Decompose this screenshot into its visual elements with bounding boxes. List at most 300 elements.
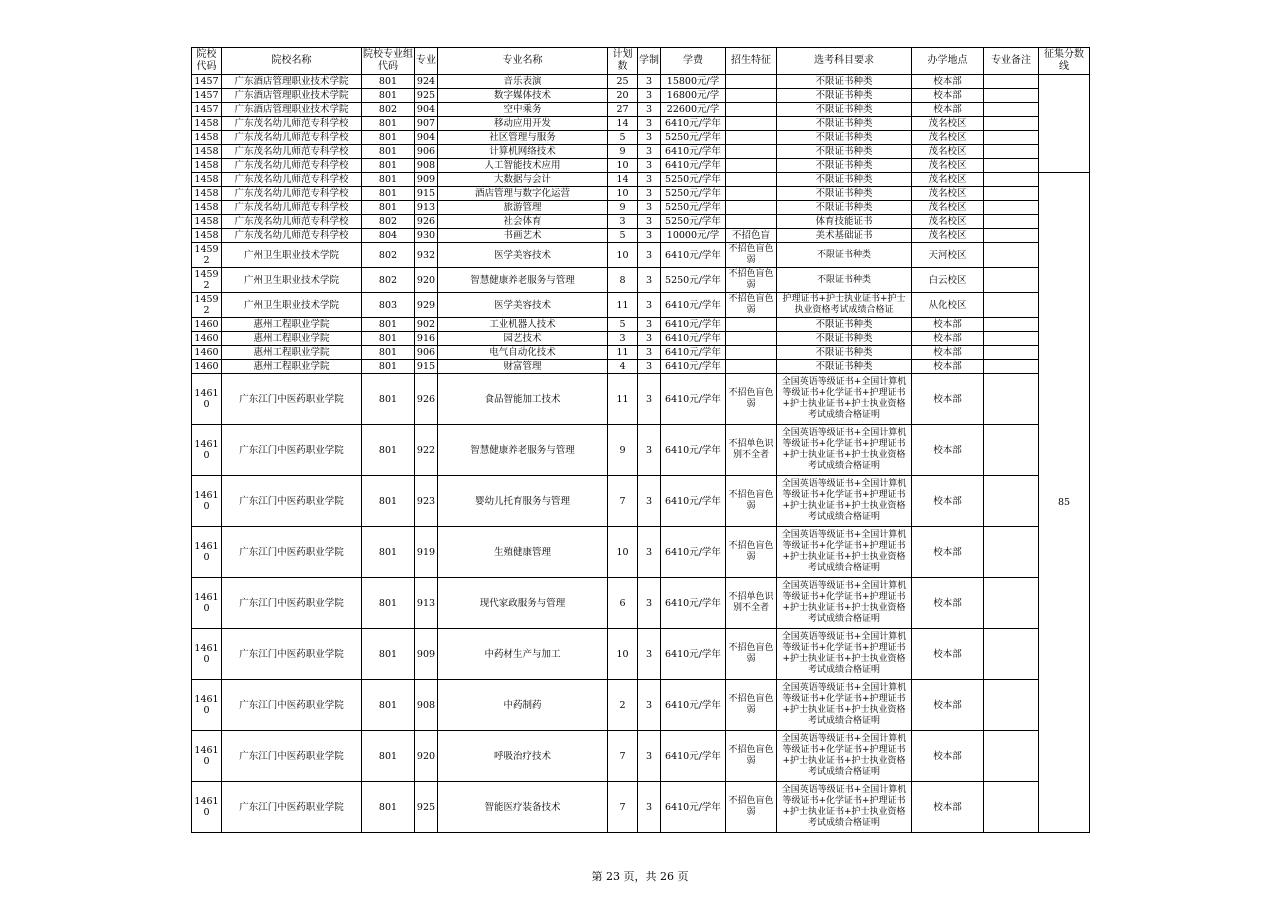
cell-school-name: 广东江门中医药职业学院 — [222, 527, 362, 578]
cell-school-name: 广东江门中医药职业学院 — [222, 782, 362, 833]
cell-requirement: 全国英语等级证书+全国计算机等级证书+化学证书+护理证书+护士执业证书+护士执业资格考试成绩合格证明 — [777, 578, 912, 629]
cell-major-code: 924 — [415, 75, 438, 89]
cell-years: 3 — [638, 476, 661, 527]
cell-plan-count: 14 — [608, 117, 638, 131]
cell-feature — [726, 215, 777, 229]
header-school-code: 院校代码 — [192, 48, 222, 75]
cell-major-name: 电气自动化技术 — [438, 346, 608, 360]
cell-group-code: 801 — [362, 476, 415, 527]
cell-fee: 6410元/学年 — [661, 145, 726, 159]
cell-major-name: 旅游管理 — [438, 201, 608, 215]
cell-years: 3 — [638, 346, 661, 360]
table-row — [192, 229, 1090, 243]
cell-years: 3 — [638, 293, 661, 318]
cell-plan-count: 7 — [608, 782, 638, 833]
cell-group-code: 801 — [362, 131, 415, 145]
cell-school-name: 广东江门中医药职业学院 — [222, 629, 362, 680]
cell-fee: 5250元/学年 — [661, 268, 726, 293]
cell-major-code: 925 — [415, 89, 438, 103]
cell-major-name: 社区管理与服务 — [438, 131, 608, 145]
cell-feature — [726, 318, 777, 332]
cell-plan-count: 6 — [608, 578, 638, 629]
cell-location: 校本部 — [912, 374, 984, 425]
cell-school-code: 14610 — [192, 527, 222, 578]
cell-requirement: 全国英语等级证书+全国计算机等级证书+化学证书+护理证书+护士执业证书+护士执业资格考试成绩合格证明 — [777, 782, 912, 833]
cell-feature: 不招色盲色弱 — [726, 527, 777, 578]
cell-group-code: 801 — [362, 332, 415, 346]
cell-major-name: 医学美容技术 — [438, 243, 608, 268]
cell-years: 3 — [638, 187, 661, 201]
cell-group-code: 801 — [362, 145, 415, 159]
cell-note — [984, 527, 1039, 578]
cell-note — [984, 476, 1039, 527]
header-school-name: 院校名称 — [222, 48, 362, 75]
cell-years: 3 — [638, 75, 661, 89]
cell-years: 3 — [638, 731, 661, 782]
cell-fee: 16800元/学 — [661, 89, 726, 103]
cell-note — [984, 201, 1039, 215]
cell-fee: 6410元/学年 — [661, 117, 726, 131]
cell-school-name: 广东茂名幼儿师范专科学校 — [222, 131, 362, 145]
cell-fee: 6410元/学年 — [661, 425, 726, 476]
cell-school-name: 广州卫生职业技术学院 — [222, 293, 362, 318]
header-location: 办学地点 — [912, 48, 984, 75]
cell-location: 校本部 — [912, 731, 984, 782]
cell-note — [984, 117, 1039, 131]
cell-school-code: 1458 — [192, 215, 222, 229]
cell-fee: 6410元/学年 — [661, 629, 726, 680]
cell-location: 校本部 — [912, 782, 984, 833]
cell-major-name: 智慧健康养老服务与管理 — [438, 425, 608, 476]
cell-location: 茂名校区 — [912, 215, 984, 229]
cell-plan-count: 10 — [608, 629, 638, 680]
cell-major-code: 909 — [415, 173, 438, 187]
header-major-name: 专业名称 — [438, 48, 608, 75]
table-body — [192, 75, 1090, 833]
table-row — [192, 680, 1090, 731]
cell-school-code: 1458 — [192, 145, 222, 159]
cell-major-name: 数字媒体技术 — [438, 89, 608, 103]
cell-school-code: 14610 — [192, 476, 222, 527]
cell-location: 茂名校区 — [912, 187, 984, 201]
cell-major-code: 908 — [415, 680, 438, 731]
header-requirement: 选考科目要求 — [777, 48, 912, 75]
cell-requirement: 不限证书种类 — [777, 89, 912, 103]
cell-note — [984, 215, 1039, 229]
cell-note — [984, 75, 1039, 89]
cell-note — [984, 187, 1039, 201]
cell-school-code: 1460 — [192, 346, 222, 360]
cell-school-name: 广东酒店管理职业技术学院 — [222, 75, 362, 89]
cell-group-code: 801 — [362, 117, 415, 131]
cell-plan-count: 10 — [608, 187, 638, 201]
table-row — [192, 103, 1090, 117]
cell-plan-count: 10 — [608, 243, 638, 268]
table-row — [192, 476, 1090, 527]
table-row — [192, 782, 1090, 833]
cell-requirement: 不限证书种类 — [777, 243, 912, 268]
cell-major-name: 园艺技术 — [438, 332, 608, 346]
cell-school-code: 1458 — [192, 201, 222, 215]
cell-plan-count: 9 — [608, 201, 638, 215]
cell-major-name: 音乐表演 — [438, 75, 608, 89]
cell-group-code: 801 — [362, 360, 415, 374]
cell-fee: 5250元/学年 — [661, 173, 726, 187]
cell-location: 校本部 — [912, 425, 984, 476]
cell-school-name: 广东茂名幼儿师范专科学校 — [222, 229, 362, 243]
header-major-code: 专业 — [415, 48, 438, 75]
cell-requirement: 不限证书种类 — [777, 318, 912, 332]
cell-major-name: 婴幼儿托育服务与管理 — [438, 476, 608, 527]
cell-requirement: 不限证书种类 — [777, 131, 912, 145]
cell-major-name: 现代家政服务与管理 — [438, 578, 608, 629]
cell-school-name: 广东茂名幼儿师范专科学校 — [222, 201, 362, 215]
cell-location: 天河校区 — [912, 243, 984, 268]
cell-years: 3 — [638, 173, 661, 187]
cell-note — [984, 159, 1039, 173]
table-row — [192, 145, 1090, 159]
cell-feature: 不招色盲色弱 — [726, 268, 777, 293]
cell-major-code: 908 — [415, 159, 438, 173]
cell-fee: 5250元/学年 — [661, 131, 726, 145]
cell-major-name: 食品智能加工技术 — [438, 374, 608, 425]
cell-note — [984, 578, 1039, 629]
cell-group-code: 801 — [362, 527, 415, 578]
cell-feature — [726, 75, 777, 89]
cell-feature: 不招单色识别不全者 — [726, 425, 777, 476]
cell-years: 3 — [638, 360, 661, 374]
cell-fee: 6410元/学年 — [661, 293, 726, 318]
table-row — [192, 731, 1090, 782]
cell-location: 校本部 — [912, 332, 984, 346]
cell-fee: 6410元/学年 — [661, 360, 726, 374]
cell-group-code: 802 — [362, 103, 415, 117]
cell-feature — [726, 159, 777, 173]
cell-years: 3 — [638, 578, 661, 629]
cell-school-name: 惠州工程职业学院 — [222, 332, 362, 346]
header-group-code: 院校专业组代码 — [362, 48, 415, 75]
cell-feature — [726, 187, 777, 201]
cell-school-name: 广东江门中医药职业学院 — [222, 578, 362, 629]
cell-major-code: 923 — [415, 476, 438, 527]
cell-plan-count: 20 — [608, 89, 638, 103]
cell-years: 3 — [638, 229, 661, 243]
cell-location: 校本部 — [912, 476, 984, 527]
cell-school-name: 广东酒店管理职业技术学院 — [222, 89, 362, 103]
cell-school-code: 1458 — [192, 229, 222, 243]
cell-note — [984, 268, 1039, 293]
cell-requirement: 全国英语等级证书+全国计算机等级证书+化学证书+护理证书+护士执业证书+护士执业资格考试成绩合格证明 — [777, 527, 912, 578]
cell-major-name: 呼吸治疗技术 — [438, 731, 608, 782]
cell-location: 校本部 — [912, 89, 984, 103]
cell-fee: 6410元/学年 — [661, 159, 726, 173]
cell-major-code: 920 — [415, 268, 438, 293]
cell-fee: 6410元/学年 — [661, 527, 726, 578]
cell-major-code: 902 — [415, 318, 438, 332]
table-row — [192, 117, 1090, 131]
cell-group-code: 801 — [362, 173, 415, 187]
cell-note — [984, 782, 1039, 833]
cell-school-code: 1457 — [192, 75, 222, 89]
cell-fee: 6410元/学年 — [661, 346, 726, 360]
cell-feature: 不招色盲色弱 — [726, 374, 777, 425]
cell-group-code: 801 — [362, 731, 415, 782]
cell-note — [984, 346, 1039, 360]
cell-major-code: 929 — [415, 293, 438, 318]
cell-school-name: 广东江门中医药职业学院 — [222, 476, 362, 527]
cell-fee: 5250元/学年 — [661, 215, 726, 229]
cell-fee: 15800元/学 — [661, 75, 726, 89]
cell-requirement: 不限证书种类 — [777, 75, 912, 89]
table-row — [192, 173, 1090, 187]
cell-location: 校本部 — [912, 75, 984, 89]
cell-major-name: 酒店管理与数字化运营 — [438, 187, 608, 201]
cell-school-name: 广东茂名幼儿师范专科学校 — [222, 173, 362, 187]
cell-note — [984, 293, 1039, 318]
cell-years: 3 — [638, 374, 661, 425]
cell-requirement: 全国英语等级证书+全国计算机等级证书+化学证书+护理证书+护士执业证书+护士执业资格考试成绩合格证明 — [777, 476, 912, 527]
cell-major-name: 移动应用开发 — [438, 117, 608, 131]
cell-plan-count: 9 — [608, 425, 638, 476]
cell-plan-count: 3 — [608, 215, 638, 229]
cell-major-name: 中药材生产与加工 — [438, 629, 608, 680]
cell-location: 校本部 — [912, 578, 984, 629]
cell-requirement: 体育技能证书 — [777, 215, 912, 229]
cell-major-code: 916 — [415, 332, 438, 346]
cell-major-code: 915 — [415, 360, 438, 374]
cell-major-name: 社会体育 — [438, 215, 608, 229]
cell-major-code: 920 — [415, 731, 438, 782]
cell-major-code: 915 — [415, 187, 438, 201]
table-row — [192, 131, 1090, 145]
cell-requirement: 不限证书种类 — [777, 332, 912, 346]
cell-major-code: 906 — [415, 346, 438, 360]
cell-school-code: 14592 — [192, 268, 222, 293]
cell-school-name: 惠州工程职业学院 — [222, 346, 362, 360]
cell-feature: 不招单色识别不全者 — [726, 578, 777, 629]
cell-plan-count: 5 — [608, 229, 638, 243]
cell-note — [984, 145, 1039, 159]
cell-major-code: 913 — [415, 578, 438, 629]
cell-group-code: 801 — [362, 346, 415, 360]
cell-feature — [726, 346, 777, 360]
cell-fee: 22600元/学 — [661, 103, 726, 117]
cell-plan-count: 11 — [608, 293, 638, 318]
cell-years: 3 — [638, 425, 661, 476]
header-row — [192, 48, 1090, 75]
cell-school-code: 14592 — [192, 293, 222, 318]
table-row — [192, 243, 1090, 268]
cell-location: 茂名校区 — [912, 229, 984, 243]
header-plan: 计划数 — [608, 48, 638, 75]
cell-plan-count: 5 — [608, 131, 638, 145]
header-note: 专业备注 — [984, 48, 1039, 75]
cell-location: 校本部 — [912, 360, 984, 374]
cell-feature — [726, 201, 777, 215]
cell-fee: 6410元/学年 — [661, 374, 726, 425]
cell-requirement: 不限证书种类 — [777, 346, 912, 360]
cell-requirement: 全国英语等级证书+全国计算机等级证书+化学证书+护理证书+护士执业证书+护士执业资格考试成绩合格证明 — [777, 374, 912, 425]
cell-location: 校本部 — [912, 629, 984, 680]
cell-group-code: 801 — [362, 374, 415, 425]
cell-feature: 不招色盲色弱 — [726, 293, 777, 318]
cell-major-code: 925 — [415, 782, 438, 833]
cell-group-code: 803 — [362, 293, 415, 318]
cell-plan-count: 2 — [608, 680, 638, 731]
table-row — [192, 159, 1090, 173]
cell-group-code: 802 — [362, 268, 415, 293]
cell-location: 校本部 — [912, 346, 984, 360]
cell-school-code: 14610 — [192, 680, 222, 731]
cell-plan-count: 11 — [608, 374, 638, 425]
cell-group-code: 802 — [362, 215, 415, 229]
cell-group-code: 801 — [362, 578, 415, 629]
cell-feature: 不招色盲色弱 — [726, 476, 777, 527]
cell-major-name: 智能医疗装备技术 — [438, 782, 608, 833]
cell-school-name: 广东江门中医药职业学院 — [222, 731, 362, 782]
cell-requirement: 不限证书种类 — [777, 159, 912, 173]
cell-plan-count: 7 — [608, 476, 638, 527]
table-row — [192, 332, 1090, 346]
cell-plan-count: 8 — [608, 268, 638, 293]
cell-feature — [726, 131, 777, 145]
cell-requirement: 全国英语等级证书+全国计算机等级证书+化学证书+护理证书+护士执业证书+护士执业资格考试成绩合格证明 — [777, 425, 912, 476]
cell-school-code: 14610 — [192, 374, 222, 425]
table-row — [192, 75, 1090, 89]
cell-fee: 5250元/学年 — [661, 187, 726, 201]
cell-school-code: 1458 — [192, 187, 222, 201]
cell-requirement: 全国英语等级证书+全国计算机等级证书+化学证书+护理证书+护士执业证书+护士执业资格考试成绩合格证明 — [777, 629, 912, 680]
cell-requirement: 美术基础证书 — [777, 229, 912, 243]
cell-location: 白云校区 — [912, 268, 984, 293]
cell-location: 茂名校区 — [912, 173, 984, 187]
cell-fee: 5250元/学年 — [661, 201, 726, 215]
cell-feature — [726, 173, 777, 187]
admission-table — [191, 47, 1090, 833]
cell-school-name: 广东茂名幼儿师范专科学校 — [222, 215, 362, 229]
cell-note — [984, 318, 1039, 332]
cell-location: 茂名校区 — [912, 159, 984, 173]
cell-school-code: 14592 — [192, 243, 222, 268]
cell-note — [984, 629, 1039, 680]
cell-major-name: 中药制药 — [438, 680, 608, 731]
cell-school-name: 广东江门中医药职业学院 — [222, 680, 362, 731]
table-row — [192, 293, 1090, 318]
cell-major-code: 919 — [415, 527, 438, 578]
cell-group-code: 801 — [362, 187, 415, 201]
cell-school-code: 1458 — [192, 173, 222, 187]
cell-location: 校本部 — [912, 103, 984, 117]
table-row — [192, 360, 1090, 374]
cell-group-code: 801 — [362, 201, 415, 215]
cell-note — [984, 103, 1039, 117]
cell-school-code: 14610 — [192, 782, 222, 833]
cell-location: 校本部 — [912, 527, 984, 578]
cell-major-name: 空中乘务 — [438, 103, 608, 117]
cell-note — [984, 731, 1039, 782]
cell-major-name: 智慧健康养老服务与管理 — [438, 268, 608, 293]
cell-years: 3 — [638, 131, 661, 145]
cell-group-code: 802 — [362, 243, 415, 268]
cell-requirement: 不限证书种类 — [777, 103, 912, 117]
cell-major-code: 909 — [415, 629, 438, 680]
cell-plan-count: 25 — [608, 75, 638, 89]
cell-requirement: 全国英语等级证书+全国计算机等级证书+化学证书+护理证书+护士执业证书+护士执业资格考试成绩合格证明 — [777, 731, 912, 782]
cell-location: 茂名校区 — [912, 131, 984, 145]
header-years: 学制 — [638, 48, 661, 75]
cell-plan-count: 27 — [608, 103, 638, 117]
cell-years: 3 — [638, 527, 661, 578]
cell-school-name: 惠州工程职业学院 — [222, 318, 362, 332]
cell-requirement: 不限证书种类 — [777, 268, 912, 293]
cell-group-code: 804 — [362, 229, 415, 243]
cell-fee: 10000元/学 — [661, 229, 726, 243]
table-row — [192, 215, 1090, 229]
cell-plan-count: 7 — [608, 731, 638, 782]
cell-location: 校本部 — [912, 318, 984, 332]
table-row — [192, 201, 1090, 215]
cell-major-code: 926 — [415, 374, 438, 425]
cell-major-code: 922 — [415, 425, 438, 476]
cell-school-code: 1458 — [192, 159, 222, 173]
cell-major-code: 926 — [415, 215, 438, 229]
cell-group-code: 801 — [362, 425, 415, 476]
cell-note — [984, 89, 1039, 103]
page-footer: 第 23 页，共 26 页 — [591, 870, 689, 883]
cell-major-code: 930 — [415, 229, 438, 243]
cell-major-name: 生殖健康管理 — [438, 527, 608, 578]
cell-school-code: 1460 — [192, 360, 222, 374]
cell-note — [984, 229, 1039, 243]
cell-requirement: 不限证书种类 — [777, 145, 912, 159]
cell-years: 3 — [638, 103, 661, 117]
cell-years: 3 — [638, 201, 661, 215]
cell-major-name: 财富管理 — [438, 360, 608, 374]
cell-plan-count: 5 — [608, 318, 638, 332]
cell-major-code: 932 — [415, 243, 438, 268]
cell-major-code: 904 — [415, 103, 438, 117]
cell-group-code: 801 — [362, 159, 415, 173]
cell-major-name: 人工智能技术应用 — [438, 159, 608, 173]
cell-school-code: 1460 — [192, 318, 222, 332]
cell-note — [984, 374, 1039, 425]
cell-note — [984, 131, 1039, 145]
cell-school-code: 1458 — [192, 117, 222, 131]
cell-major-name: 医学美容技术 — [438, 293, 608, 318]
cell-location: 茂名校区 — [912, 117, 984, 131]
cell-years: 3 — [638, 89, 661, 103]
cell-feature: 不招色盲 — [726, 229, 777, 243]
cell-feature — [726, 89, 777, 103]
cell-feature — [726, 145, 777, 159]
cell-location: 茂名校区 — [912, 201, 984, 215]
cell-years: 3 — [638, 268, 661, 293]
cell-years: 3 — [638, 332, 661, 346]
cell-fee: 6410元/学年 — [661, 782, 726, 833]
table-row — [192, 268, 1090, 293]
cell-school-name: 广东茂名幼儿师范专科学校 — [222, 187, 362, 201]
cell-note — [984, 680, 1039, 731]
cell-school-code: 14610 — [192, 578, 222, 629]
cell-fee: 6410元/学年 — [661, 243, 726, 268]
cell-major-code: 904 — [415, 131, 438, 145]
cell-feature — [726, 103, 777, 117]
cell-note — [984, 425, 1039, 476]
cell-school-name: 广州卫生职业技术学院 — [222, 268, 362, 293]
cell-school-name: 广东江门中医药职业学院 — [222, 374, 362, 425]
cell-group-code: 801 — [362, 782, 415, 833]
cell-note — [984, 332, 1039, 346]
